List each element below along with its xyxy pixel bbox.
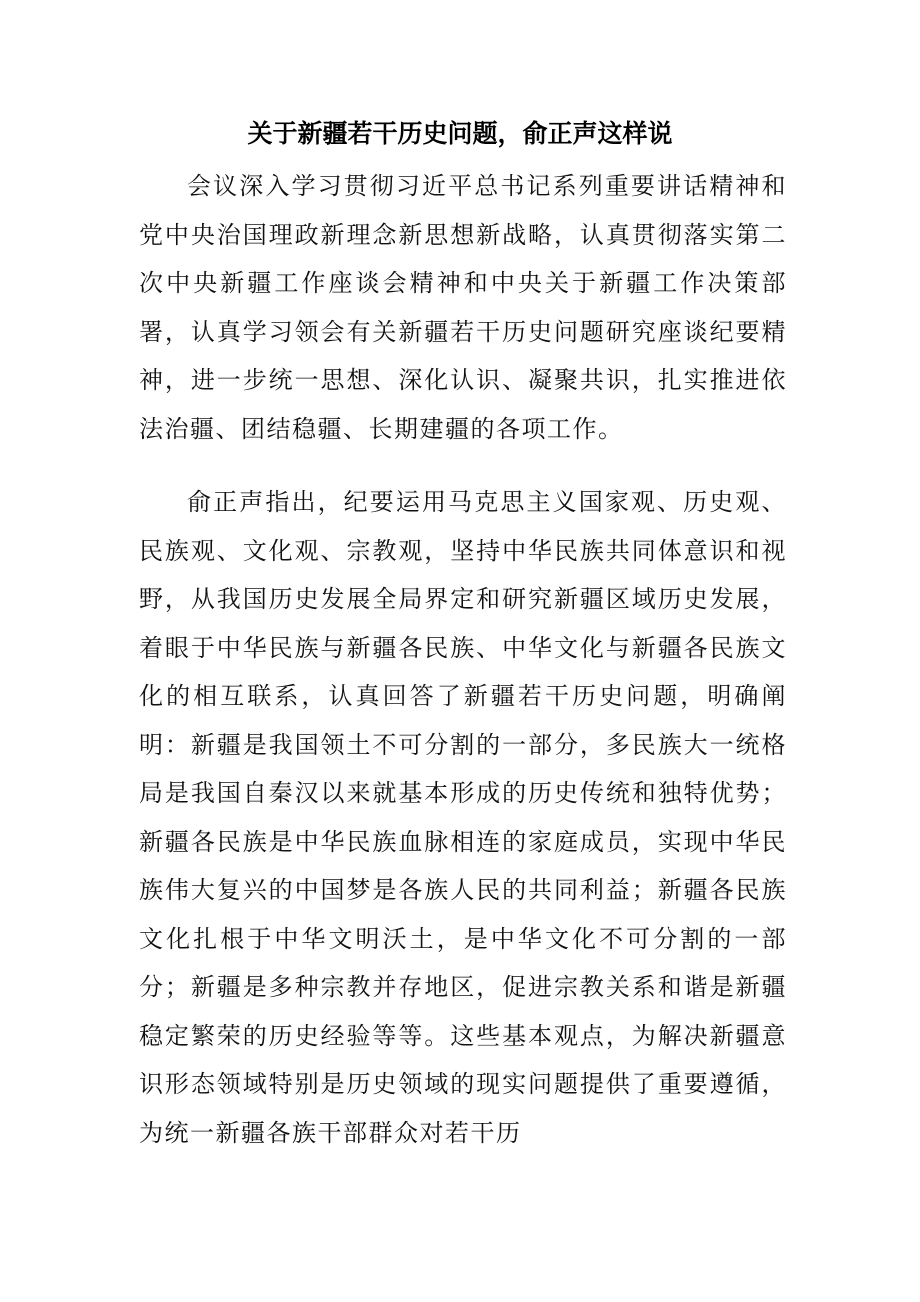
paragraph-2: 俞正声指出，纪要运用马克思主义国家观、历史观、民族观、文化观、宗教观，坚持中华民族共同体意识和视野，从我国历史发展全局界定和研究新疆区域历史发展，着眼于中华民族与新疆各民族、中华文化与新疆各民族文化的相互联系，认真回答了新疆若干历史问题，明确阐明：新疆是我国领土不可分割的一部分，多民族大一统格局是我国自秦汉以来就基本形成的历史传统和独特优势；新疆各民族是中华民族血脉相连的家庭成员，实现中华民族伟大复兴的中国梦是各族人民的共同利益；新疆各民族文化扎根于中华文明沃土，是中华文化不可分割的一部分；新疆是多种宗教并存地区，促进宗教关系和谐是新疆稳定繁荣的历史经验等等。这些基本观点，为解决新疆意识形态领域特别是历史领域的现实问题提供了重要遵循，为统一新疆各族干部群众对若干历 xyxy=(139,488,787,1147)
document-title: 关于新疆若干历史问题，俞正声这样说 xyxy=(247,119,673,148)
paragraph-1: 会议深入学习贯彻习近平总书记系列重要讲话精神和党中央治国理政新理念新思想新战略，认真贯彻落实第二次中央新疆工作座谈会精神和中央关于新疆工作决策部署，认真学习领会有关新疆若干历史问题研究座谈纪要精神，进一步统一思想、深化认识、凝聚共识，扎实推进依法治疆、团结稳疆、长期建疆的各项工作。 xyxy=(139,172,787,443)
